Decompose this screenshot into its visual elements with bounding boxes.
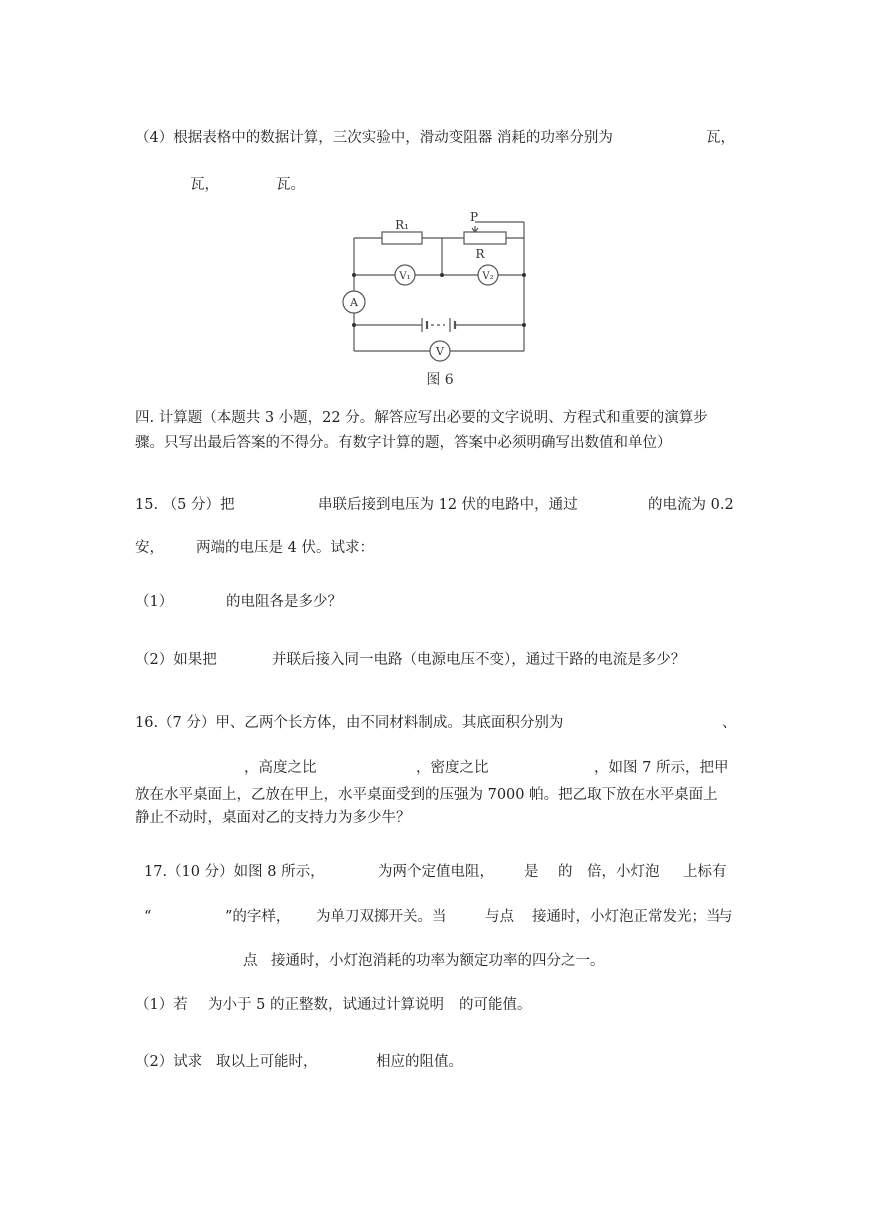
- q17-sub1-text: 为小于 5 的正整数，试通过计算说明: [208, 997, 444, 1013]
- figure-caption: 图 6: [426, 372, 454, 388]
- q17-sub2-label: （2）试求: [135, 1054, 203, 1070]
- q16-text-d: ，密度之比: [416, 760, 489, 776]
- q14-line1-unit: 瓦，: [706, 130, 735, 146]
- label-v1: V₁: [399, 271, 411, 282]
- q14-line1-text: （4）根据表格中的数据计算，三次实验中，滑动变阻器 消耗的功率分别为: [135, 130, 613, 146]
- q17-text-c: 是: [524, 864, 539, 880]
- q16-text-c: ，高度之比: [244, 760, 317, 776]
- q17-text-d: 的: [558, 864, 573, 880]
- resistor-r1: [382, 232, 422, 244]
- q16-text-a: 16.（7 分）甲、乙两个长方体，由不同材料制成。其底面积分别为: [135, 715, 564, 731]
- q17-text-j: 与点: [485, 909, 514, 925]
- q17-text-h: ”的字样，: [225, 909, 291, 925]
- q15-text-e: 两端的电压是 4 伏。试求：: [196, 540, 374, 556]
- q17-text-g: “: [144, 909, 152, 925]
- label-r1: R₁: [395, 218, 409, 232]
- q17-sub1-label: （1）若: [135, 997, 188, 1013]
- q17-text-k: 接通时，小灯泡正常发光；当: [532, 909, 721, 925]
- q17-text-i: 为单刀双掷开关。当: [316, 909, 447, 925]
- q15-text-b: 串联后接到电压为 12 伏的电路中，通过: [318, 497, 578, 513]
- label-v2: V₂: [482, 271, 494, 282]
- q17-sub1-end: 的可能值。: [459, 997, 532, 1013]
- q15-sub2-label: （2）如果把: [135, 652, 217, 668]
- q16-line4: 静止不动时，桌面对乙的支持力为多少牛？: [135, 810, 411, 826]
- q15-sub1-label: （1）: [135, 594, 174, 610]
- q14-line2-unit-1: 瓦，: [190, 177, 219, 193]
- q15-sub2-text: 并联后接入同一电路（电源电压不变），通过干路的电流是多少？: [272, 652, 686, 668]
- q15-text-c: 的电流为 0.2: [648, 497, 734, 513]
- q17-text-e: 倍，小灯泡: [587, 864, 660, 880]
- section-4-heading-line2: 骤。只写出最后答案的不得分。有数字计算的题，答案中必须明确写出数值和单位）: [135, 435, 672, 451]
- q15-text-a: 15. （5 分）把: [135, 497, 235, 513]
- label-r: R: [475, 247, 485, 261]
- q15-text-d: 安，: [135, 540, 164, 556]
- q17-text-l: 与: [718, 909, 733, 925]
- section-4-heading-line1: 四. 计算题（本题共 3 小题，22 分。解答应写出必要的文字说明、方程式和重要的演算步: [135, 410, 708, 426]
- circuit-diagram-figure-6: [330, 208, 550, 398]
- q17-sub2-text: 取以上可能时，: [216, 1054, 318, 1070]
- label-a: A: [350, 296, 358, 309]
- q14-line2-unit-2: 瓦。: [276, 177, 305, 193]
- q17-sub2-end: 相应的阻值。: [376, 1054, 463, 1070]
- q15-sub1-text: 的电阻各是多少？: [226, 594, 342, 610]
- q17-text-n: 接通时，小灯泡消耗的功率为额定功率的四分之一。: [271, 953, 605, 969]
- q17-text-m: 点: [243, 953, 258, 969]
- q17-text-a: 17.（10 分）如图 8 所示，: [144, 864, 325, 880]
- q17-text-f: 上标有: [683, 864, 727, 880]
- rheostat-r: [464, 232, 506, 244]
- label-p: P: [469, 210, 479, 224]
- q16-text-e: ，如图 7 所示，把甲: [594, 760, 729, 776]
- q16-line3: 放在水平桌面上，乙放在甲上，水平桌面受到的压强为 7000 帕。把乙取下放在水平桌面上: [135, 787, 718, 803]
- q16-text-b: 、: [722, 715, 737, 731]
- q17-text-b: 为两个定值电阻，: [378, 864, 494, 880]
- label-v: V: [436, 345, 444, 358]
